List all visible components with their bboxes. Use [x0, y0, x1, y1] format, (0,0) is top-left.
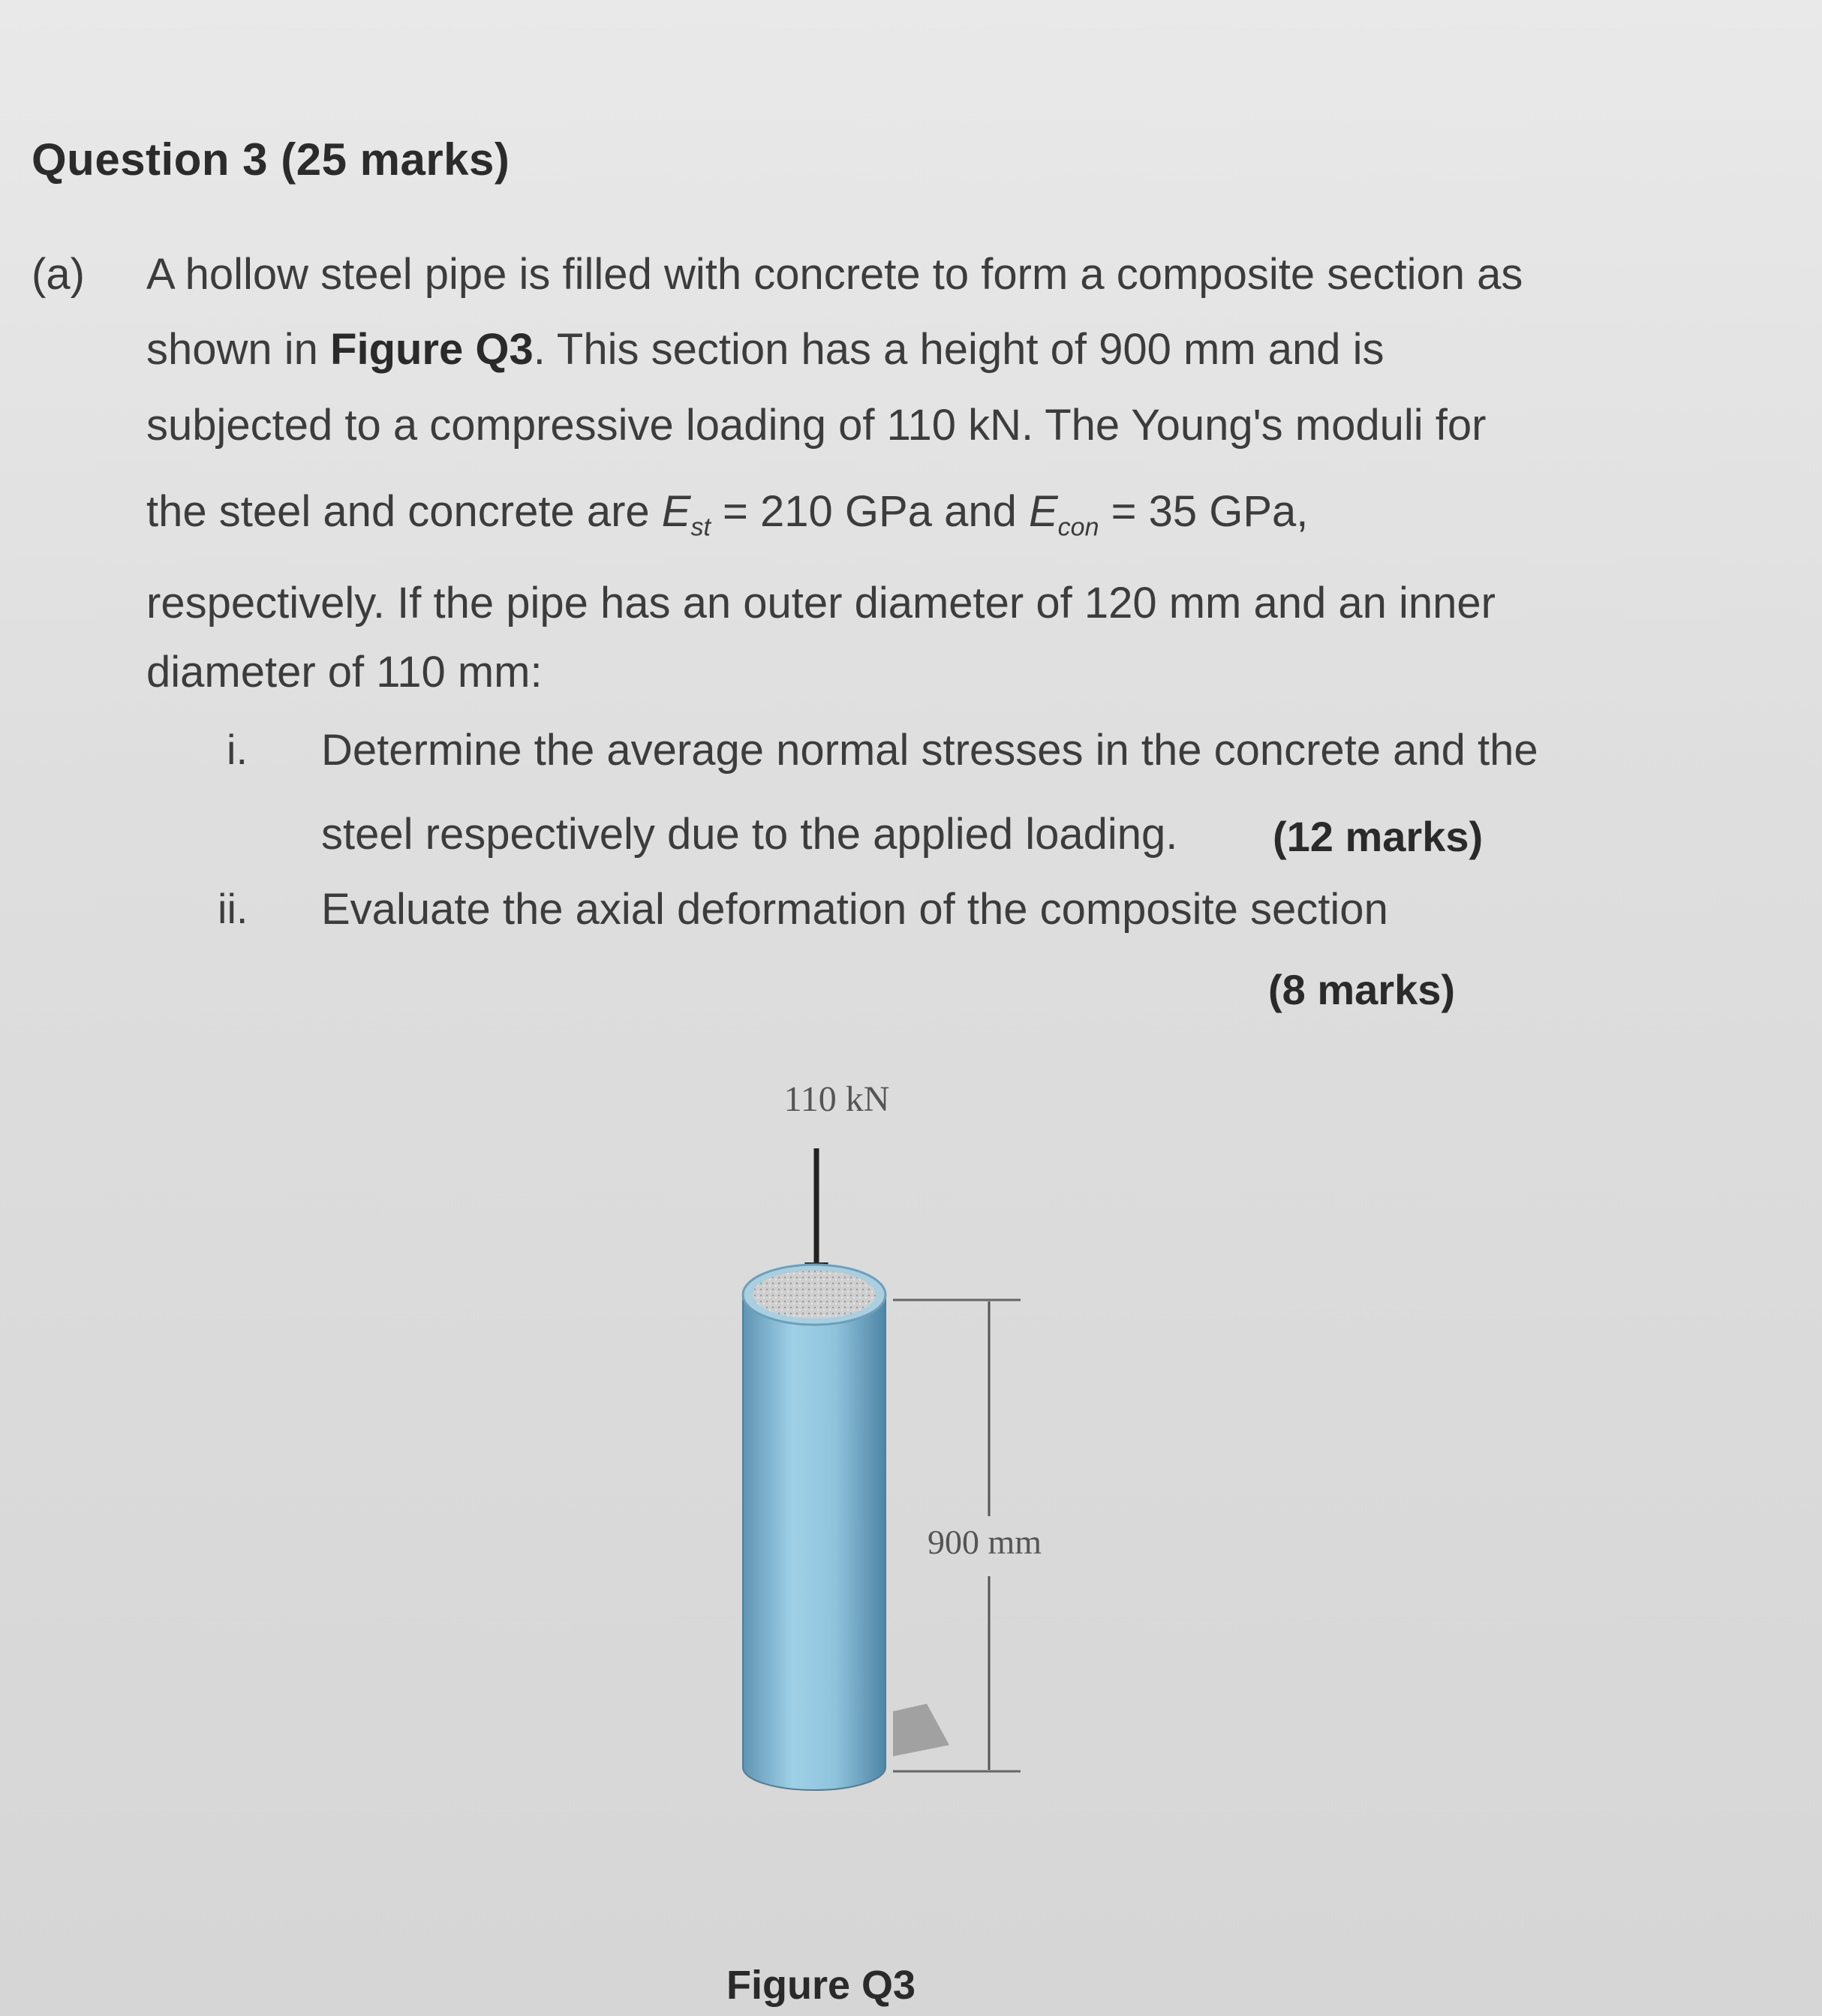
pipe-shadow — [893, 1704, 949, 1756]
paragraph-line-6: diameter of 110 mm: — [146, 648, 543, 697]
item-ii-line-1: Evaluate the axial deformation of the composite section — [321, 885, 1388, 934]
paragraph-line-5: respectively. If the pipe has an outer diameter of 120 mm and an inner — [146, 579, 1496, 627]
line-4-text-mid: = 210 GPa and — [710, 487, 1029, 536]
modulus-steel-subscript: st — [690, 513, 711, 542]
line-2-text-pre: shown in — [146, 325, 331, 374]
figure-caption: Figure Q3 — [726, 1963, 916, 2008]
question-heading: Question 3 (25 marks) — [32, 134, 510, 185]
height-label: 900 mm — [927, 1523, 1042, 1561]
item-i-line-2: steel respectively due to the applied loading. — [321, 810, 1178, 859]
paragraph-line-1: A hollow steel pipe is filled with concrete to form a composite section as — [146, 250, 1523, 299]
modulus-concrete-subscript: con — [1057, 513, 1099, 542]
figure-reference: Figure Q3 — [330, 325, 534, 374]
item-number-i: i. — [227, 726, 248, 773]
load-label: 110 kN — [783, 1079, 890, 1119]
item-ii-marks: (8 marks) — [1268, 966, 1456, 1013]
modulus-concrete-symbol: E — [1028, 487, 1058, 536]
paragraph-line-2 — [146, 324, 1655, 375]
part-label: (a) — [32, 250, 85, 299]
item-i-marks: (12 marks) — [1273, 813, 1484, 860]
line-2-text-post: . This section has a height of 900 mm and is — [533, 325, 1385, 374]
line-4-text-post: = 35 GPa, — [1099, 487, 1309, 536]
line-4-text-pre: the steel and concrete are — [146, 487, 662, 536]
figure-q3-diagram — [705, 1066, 1171, 1824]
paragraph-line-4 — [146, 486, 1655, 543]
item-i-line-1: Determine the average normal stresses in the concrete and the — [321, 726, 1538, 775]
concrete-core-top — [753, 1271, 876, 1319]
composite-pipe — [743, 1265, 885, 1790]
item-number-ii: ii. — [218, 885, 248, 932]
paragraph-line-3: subjected to a compressive loading of 110 kN. The Young's moduli for — [146, 401, 1487, 450]
modulus-steel-symbol: E — [661, 487, 691, 536]
